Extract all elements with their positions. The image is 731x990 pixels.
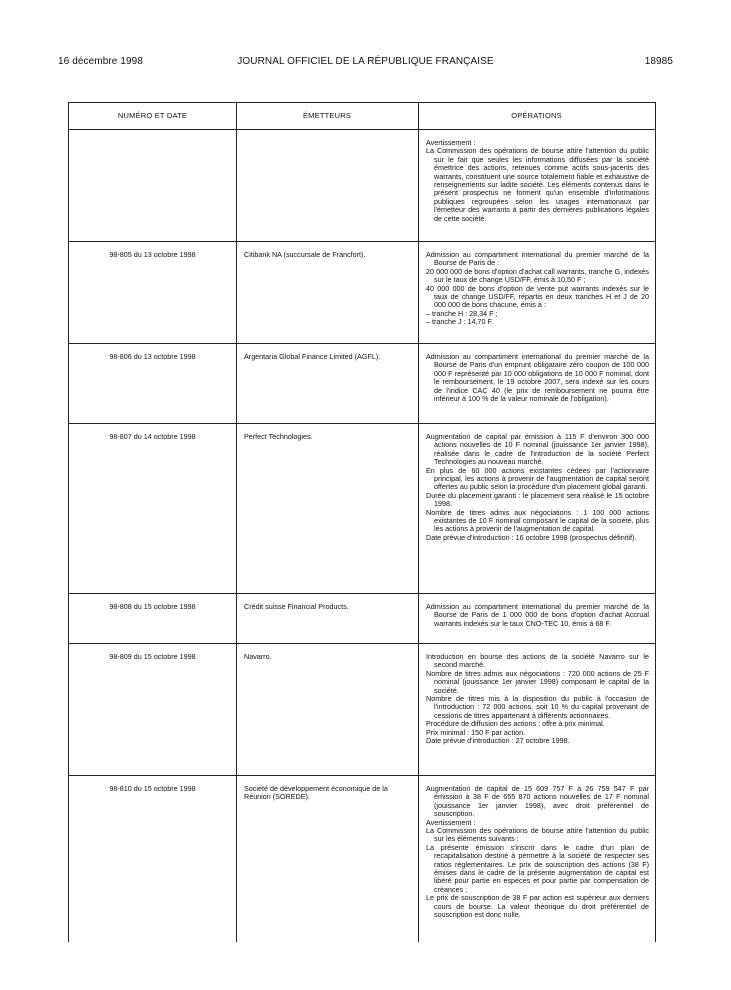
operation-line: 40 000 000 de bons d'option de vente put warrants indexés sur le taux de change USD/FF, répartis en deux tranches H et J de 20 000 000 de bons chacune, émis à : — [426, 283, 649, 310]
operation-line: Avertissement : — [426, 817, 476, 827]
operation-line: Durée du placement garanti : le placement sera réalisé le 15 octobre 1998. — [426, 490, 649, 509]
operation-line: Date prévue d'introduction : 27 octobre 1998. — [426, 736, 570, 746]
row-divider — [69, 593, 655, 594]
operation-line: Introduction en bourse des actions de la société Navarro sur le second marché. — [426, 652, 649, 670]
row-divider — [69, 423, 655, 424]
column-divider — [236, 103, 237, 942]
table-row — [426, 353, 649, 403]
row-emetteur: Argentaria Global Finance Limited (AGFL). — [244, 352, 381, 361]
operation-line: Admission au compartiment international du premier marché de la Bourse de Paris d'un emprunt obligataire zéro coupon de 100 000 000 F représenté par 10 000 obligations de 10 000 F nominal, dont le remboursement, le 19 octobre 2007, sera indexé sur les cours de l'indice CAC 40 (le prix de remboursement ne pourra être inférieur à 100 % de la valeur nominale de l'obligation). — [426, 352, 649, 404]
operation-line: Date prévue d'introduction : 16 octobre 1998 (prospectus définitif). — [426, 532, 637, 542]
row-number-date: 98-809 du 15 octobre 1998 — [109, 652, 196, 661]
column-header-operations: OPÉRATIONS — [511, 111, 562, 120]
journal-title: JOURNAL OFFICIEL DE LA RÉPUBLIQUE FRANÇAISE — [237, 56, 494, 67]
header-date: 16 décembre 1998 — [58, 56, 143, 67]
operation-line: – tranche H : 28,34 F ; — [426, 308, 498, 318]
operation-line: Nombre de titres mis à la disposition du public à l'occasion de l'introduction : 72 000 actions, soit 10 % du capital provenant de cessions de titres appartenant à différents actionnaires. — [426, 694, 649, 720]
row-number-date: 98-806 du 13 octobre 1998 — [109, 352, 196, 361]
operation-line: Augmentation de capital de 15 609 757 F à 26 759 547 F par émission à 38 F de 655 870 actions nouvelles de 17 F nominal (jouissance 1er janvier 1998), avec droit préférentiel de souscription. — [426, 784, 649, 819]
operation-line: Admission au compartiment international du premier marché de la Bourse de Paris de 1 000 000 de bons d'option d'achat Accrual warrants indexés sur le taux CNO-TEC 10, émis à 68 F. — [426, 602, 649, 628]
operation-line: Admission au compartiment international du premier marché de la Bourse de Paris de : — [426, 250, 649, 268]
operation-line: La présente émission s'inscrit dans le cadre d'un plan de recapitalisation destiné à permettre à la société de respecter ses ratios réglementaires. Le prix de souscription des actions (38 F) émises dans le cadre de la présente augmentation de capital est libéré pour partie en espèces et pour partie par compensation de créances ; — [426, 842, 649, 894]
operation-line: Avertissement : — [426, 138, 476, 147]
row-divider — [69, 643, 655, 644]
row-emetteur: Société de développement économique de la Réunion (SOREDE). — [244, 784, 388, 802]
row-emetteur: Navarro. — [244, 652, 272, 661]
operation-line: La Commission des opérations de bourse attire l'attention du public sur le fait que seules les informations diffusées par la société émettrice des actions, retenues comme actifs sous-jacents des warrants, constituent une source totalement fiable et exhaustive de renseignements sur ladite société. Les éléments contenus dans le présent prospectus ne forment qu'un ensemble d'informations publiques regroupées selon les usages internationaux par l'émetteur des warrants à partir des dernières publications légales de cette société. — [426, 146, 649, 223]
operation-line: Le prix de souscription de 38 F par action est supérieur aux derniers cours de bourse. La valeur théorique du droit préférentiel de souscription est donc nulle. — [426, 893, 649, 920]
row-divider — [69, 343, 655, 344]
row-divider — [69, 775, 655, 776]
row-number-date: 98-805 du 13 octobre 1998 — [109, 250, 196, 259]
row-number-date: 98-807 du 14 octobre 1998 — [109, 432, 196, 441]
column-header-numero: NUMÉRO ET DATE — [117, 111, 188, 120]
operation-line: Prix minimal : 150 F par action. — [426, 727, 526, 737]
table-row — [426, 785, 649, 920]
operations-table — [68, 102, 656, 942]
table-row — [426, 139, 649, 223]
table-row — [426, 433, 649, 542]
operation-line: La Commission des opérations de bourse attire l'attention du public sur les éléments suivants : — [426, 826, 649, 844]
operation-line: En plus de 60 000 actions existantes cédées par l'actionnaire principal, les actions à provenir de l'augmentation de capital seront offertes au public selon la procédure d'un placement global garanti. — [426, 465, 649, 492]
operation-line: Augmentation de capital par émission à 115 F d'environ 300 000 actions nouvelles de 10 F nominal (jouissance 1er janvier 1998), réalisée dans le cadre de l'introduction de la société Perfect Technologies au nouveau marché. — [426, 432, 649, 467]
row-divider — [69, 241, 655, 242]
table-row — [426, 251, 649, 327]
row-emetteur: Citibank NA (succursale de Francfort). — [244, 250, 366, 259]
row-number-date: 98-810 du 15 octobre 1998 — [109, 784, 196, 793]
operation-line: 20 000 000 de bons d'option d'achat call warrants, tranche G, indexés sur le taux de change USD/FF, émis à 10,50 F ; — [426, 266, 649, 285]
operation-line: Nombre de titres admis aux négociations : 720 000 actions de 25 F nominal (jouissance 1er janvier 1998) composant le capital de la société. — [426, 668, 649, 695]
row-emetteur: Perfect Technologies. — [244, 432, 313, 441]
row-emetteur: Crédit suisse Financial Products. — [244, 602, 349, 611]
table-row — [426, 603, 649, 628]
operation-line: Procédure de diffusion des actions : offre à prix minimal. — [426, 719, 605, 729]
row-divider — [69, 129, 655, 130]
column-divider — [418, 103, 419, 942]
operation-line: Nombre de titres admis aux négociations : 1 100 000 actions existantes de 10 F nominal composant le capital de la société, plus les actions à provenir de l'augmentation de capital. — [426, 507, 649, 534]
table-row — [426, 653, 649, 745]
row-number-date: 98-808 du 15 octobre 1998 — [109, 602, 196, 611]
column-header-emetteurs: ÉMETTEURS — [302, 111, 352, 120]
page-number: 18985 — [644, 56, 673, 67]
operation-line: – tranche J : 14,70 F. — [426, 317, 494, 327]
